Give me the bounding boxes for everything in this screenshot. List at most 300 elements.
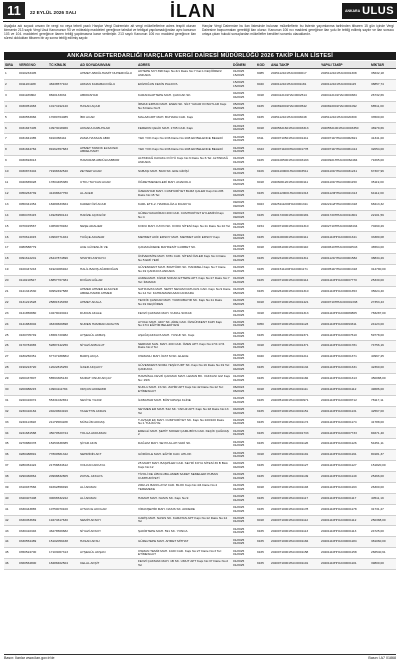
cell-vergi-no: 0330410346 — [18, 526, 48, 537]
cell-sira: 42 — [4, 515, 18, 526]
cell-yapili-takip: 20201110HHAC00001112 — [320, 384, 370, 395]
col-header-sira: SIRA — [4, 61, 18, 69]
cell-kod: 9106 — [256, 167, 270, 178]
cell-ana-takip: 20200710001HAC0000114 — [270, 275, 320, 286]
cell-donem: 01/2025 01/2025 — [232, 275, 256, 286]
cell-ana-takip: 20201120001HAC0001313 — [270, 188, 320, 199]
cell-miktar: 25330,00 — [370, 275, 396, 286]
page-header — [0, 0, 400, 22]
cell-sira: 30 — [4, 384, 18, 395]
cell-tc-kimlik: 16581720982 — [48, 330, 79, 341]
cell-ad-soyad: SEHRİDİN AKT — [79, 450, 137, 461]
cell-tc-kimlik: 58593305130 — [48, 373, 79, 384]
cell-yapili-takip: 20201110HHAC00001112 — [320, 515, 370, 526]
cell-adres: AKTEPE M.H 398 Kapı No:4/1 Daire No:7 Kat:1 KEÇİÖREN/ ANKARA — [137, 69, 232, 80]
cell-adres: FEREKIN ÇELİK MAH. 1795 CAD. Kapı — [137, 123, 232, 134]
cell-ana-takip: 2025112101HAC0003048 — [270, 112, 320, 123]
table-row — [4, 471, 396, 482]
cell-donem: 01/2025 01/2025 — [232, 537, 256, 548]
cell-yapili-takip: 20201110HHAC00001313 — [320, 373, 370, 384]
footer-right: Basın İ.A7 01868 — [368, 656, 396, 660]
cell-donem: 01/2025 01/2025 — [232, 504, 256, 515]
cell-adres: YEK YOK Kapı No:1/36 Daire No:10/8 ER BELENCE BELEDİ — [137, 145, 232, 156]
cell-kod: 9165 — [256, 254, 270, 265]
cell-vergi-no: 0220416072 — [18, 395, 48, 406]
cell-yapili-takip: 2025112101HAC0020309 — [320, 112, 370, 123]
cell-ana-takip: 20202610001HAC0001310 — [270, 286, 320, 297]
cell-ana-takip: 20200710001HAC0001158 — [270, 548, 320, 559]
cell-ad-soyad: ORÇUN AKDEMIR — [79, 384, 137, 395]
cell-tc-kimlik: 10279043024 — [48, 308, 79, 319]
cell-ad-soyad: HALİL BARIŞ AĞIRDOĞAN — [79, 265, 137, 276]
cell-ana-takip: 2025112101HAC0000017 — [270, 69, 320, 80]
cell-ad-soyad: AHMED AHMED ELSAYED ABDELHAMID AHMED — [79, 286, 137, 297]
cell-kod: 9018 — [256, 482, 270, 493]
cell-yapili-takip: 20201110HHAC00001117 — [320, 493, 370, 504]
cell-miktar: 24123,00 — [370, 319, 396, 330]
cell-adres: 2002-21 BAKKLAYIZ CAD. BLOK Kapı No:4/4 Daire No:4 TEREMEKE — [137, 482, 232, 493]
cell-miktar: 41788,00 — [370, 417, 396, 428]
cell-ana-takip: 20200610001HAC0000110 — [270, 243, 320, 254]
cell-vergi-no: 0230410184 — [18, 406, 48, 417]
cell-vergi-no: 0070015567 — [18, 221, 48, 232]
cell-donem: 01/2025 01/2025 — [232, 265, 256, 276]
cell-donem: 01/2025 01/2025 — [232, 319, 256, 330]
cell-kod: 9165 — [256, 232, 270, 243]
cell-yapili-takip: 20201110HHAC00001158 — [320, 548, 370, 559]
cell-kod: 3018 — [256, 450, 270, 461]
cell-yapili-takip: 20201110HHAC00001191 — [320, 450, 370, 461]
cell-vergi-no: 0141883002 — [18, 319, 48, 330]
cell-kod: 9165 — [256, 156, 270, 167]
cell-kod: 9165 — [256, 101, 270, 112]
cell-donem: 01/2025 01/2025 — [232, 156, 256, 167]
cell-donem: 04/2025 04/2025 — [232, 406, 256, 417]
newspaper-logo — [342, 3, 397, 19]
cell-miktar: 250388,00 — [370, 515, 396, 526]
cell-ana-takip: 20200710001HAC0001117 — [270, 493, 320, 504]
cell-ad-soyad: DOĞAN AĞLAR — [79, 275, 137, 286]
cell-ad-soyad: ŞİYAR AKIN — [79, 439, 137, 450]
cell-yapili-takip: 20201110HHAC00001127 — [320, 461, 370, 472]
col-header-tc-kimlik: TC KİMLİK — [48, 61, 79, 69]
cell-tc-kimlik: 55331032654 — [48, 395, 79, 406]
cell-ad-soyad: NİYAZİ AKBULUT — [79, 341, 137, 352]
cell-miktar: 35119,00 — [370, 177, 396, 188]
cell-sira: 24 — [4, 319, 18, 330]
cell-donem: 01/2025 06/2025 — [232, 297, 256, 308]
cell-adres: SUBAŞI MAH. 5020 SK. EFE GİRİŞİ — [137, 167, 232, 178]
col-header-yapili-takip: YAPILI TAKİP — [320, 61, 370, 69]
cell-sira: 44 — [4, 537, 18, 548]
cell-adres: FEVZİ ÇAKMAK MAH. 1B SK. UMUT APT Kapı No:37 Daire No:2 Tel — [137, 559, 232, 570]
cell-kod: 9040 — [256, 352, 270, 363]
cell-yapili-takip: 20200921HHAC00062484 — [320, 156, 370, 167]
cell-tc-kimlik: 21758834612 — [48, 461, 79, 472]
cell-ad-soyad: SEVİYE YILDIZ — [79, 395, 137, 406]
cell-ad-soyad: AYŞEGÜL AKBAŞ — [79, 330, 137, 341]
cell-vergi-no: 0190223720 — [18, 363, 48, 374]
cell-sira: 4 — [4, 101, 18, 112]
cell-miktar: 74756,16 — [370, 341, 396, 352]
cell-adres: CARİŞ MAH. NASIS SK. KARATAS APT Kapı No:12 Daire No:12 Tel — [137, 515, 232, 526]
table-row — [4, 90, 396, 101]
cell-vergi-no: 0200437807 — [18, 373, 48, 384]
cell-miktar: 70290,29 — [370, 221, 396, 232]
cell-sira: 34 — [4, 428, 18, 439]
cell-donem: 06/2023 06/2025 — [232, 384, 256, 395]
cell-miktar: 783287,00 — [370, 308, 396, 319]
cell-kod: 9165 — [256, 265, 270, 276]
cell-adres: OSMAN TEMİZ MAH. 1020 CAD. Kapı No:27 Daire No:3 Tel: ETİMESGUT — [137, 548, 232, 559]
cell-kod: 9165 — [256, 406, 270, 417]
cell-miktar: 25466,00 — [370, 471, 396, 482]
cell-donem: 01/2025 01/2025 — [232, 450, 256, 461]
cell-kod: 9165 — [256, 548, 270, 559]
col-header-adres: ADRES — [137, 61, 232, 69]
table-row — [4, 221, 396, 232]
col-header-ad-soyad: AD SOYAD/UNVAN — [79, 61, 137, 69]
cell-ana-takip: 20200610001HAC0002371 — [270, 330, 320, 341]
cell-ana-takip: 20200710001HAC0001211 — [270, 352, 320, 363]
cell-sira: 22 — [4, 297, 18, 308]
cell-ad-soyad: NUREN HAMMAD ARALTIN — [79, 319, 137, 330]
cell-adres: EKİZOĞUN FEKİN PALDIYA — [137, 79, 232, 90]
cell-tc-kimlik: 46278569682 — [48, 526, 79, 537]
cell-ad-soyad: TUĞÇE ADANAR — [79, 232, 137, 243]
cell-adres: GÜVENKENT MAH. BOZTÜRK SK. HANIMELİ Kapı No:7 Daire No:19 ÇANKAYA ANKARA — [137, 265, 232, 276]
table-row — [4, 210, 396, 221]
cell-ana-takip: 20200710001HAC0001733 — [270, 428, 320, 439]
cell-kod: 9165 — [256, 471, 270, 482]
cell-yapili-takip: 20201110HHAC00007733 — [320, 428, 370, 439]
cell-donem: 01/2025 01/2025 — [232, 330, 256, 341]
notice-table — [4, 61, 396, 570]
cell-adres: OSMANLI MAH. İRAT M.SK. ELECE — [137, 352, 232, 363]
table-row — [4, 515, 396, 526]
cell-adres: GÖRÜKLE MAH. EĞTİR CAD. AHLOK — [137, 450, 232, 461]
cell-miktar: 450088,00 — [370, 373, 396, 384]
cell-ana-takip: 20201005001HAC0003193 — [270, 156, 320, 167]
cell-ad-soyad: AHMET ABDÜLHAMİT NUHEROĞLU — [79, 69, 137, 80]
cell-ana-takip: 20201511100HAC0001171 — [270, 265, 320, 276]
cell-tc-kimlik: 46339609898 — [48, 319, 79, 330]
table-row — [4, 134, 396, 145]
cell-vergi-no: 0030553966 — [18, 112, 48, 123]
cell-tc-kimlik: 77800581342 — [48, 450, 79, 461]
cell-vergi-no: 0010233405 — [18, 69, 48, 80]
cell-vergi-no: 0031844784 — [18, 145, 48, 156]
cell-yapili-takip: 20201110HHAC00001184 — [320, 537, 370, 548]
cell-yapili-takip: 20201110HHAC00001353 — [320, 286, 370, 297]
cell-miktar: 64112,00 — [370, 188, 396, 199]
cell-vergi-no: 0160705749 — [18, 330, 48, 341]
cell-adres: SEYMEN ER MAH. 542 SK. YAKUZ APT. Kapı No:18 Daire No:13 Tel — [137, 406, 232, 417]
cell-ad-soyad: ALİ AKMAN — [79, 493, 137, 504]
cell-vergi-no: 0280454422 — [18, 461, 48, 472]
cell-sira: 25 — [4, 330, 18, 341]
cell-vergi-no: 0141856880 — [18, 308, 48, 319]
cell-vergi-no: 0100447243 — [18, 265, 48, 276]
cell-donem: 01/2023 03/2025 — [232, 177, 256, 188]
cell-sira: 36 — [4, 450, 18, 461]
issue-date: 22 EYLÜL 2026 SALI — [30, 10, 77, 15]
cell-donem: 01/2025 01/2025 — [232, 395, 256, 406]
cell-sira: 39 — [4, 482, 18, 493]
cell-yapili-takip: 20205521001HAC0003350 — [320, 123, 370, 134]
cell-vergi-no: 0280488891 — [18, 450, 48, 461]
cell-ana-takip: 20200710001HAC0001174 — [270, 417, 320, 428]
cell-donem: 01/2025 01/2025 — [232, 352, 256, 363]
cell-adres: NUFLU MAH. 1S SK. ZAHİR APT Kapı No:42 Daire No:12 Tel: ETİMESGUT — [137, 384, 232, 395]
cell-ana-takip: 20200710001HAC0001193 — [270, 482, 320, 493]
table-row — [4, 330, 396, 341]
cell-ana-takip: 20231000001HAC0000111 — [270, 232, 320, 243]
cell-kod: 3018 — [256, 341, 270, 352]
cell-adres: KORU MAH. KAYIN SK. KORU SİTESİ Kapı No:11 Daire No:10 Tel — [137, 221, 232, 232]
table-row — [4, 363, 396, 374]
table-row — [4, 156, 396, 167]
cell-adres: GÜVENKENT-SOMA YEŞİLYURT SK. Kapı No:19 Daire No:19 Tel: ÇANKAYA — [137, 363, 232, 374]
cell-tc-kimlik: 26447874896 — [48, 254, 79, 265]
cell-donem: 04/2025 04/2025 — [232, 363, 256, 374]
table-row — [4, 243, 396, 254]
cell-sira: 1 — [4, 69, 18, 80]
cell-vergi-no: 0330453669 — [18, 515, 48, 526]
cell-yapili-takip: 20201110HHAC00009712 — [320, 395, 370, 406]
cell-kod: 9165 — [256, 275, 270, 286]
cell-ad-soyad: CELAL AKŞİT — [79, 559, 137, 570]
cell-sira: 41 — [4, 504, 18, 515]
cell-kod: 9165 — [256, 493, 270, 504]
cell-tc-kimlik: 24020664916 — [48, 406, 79, 417]
cell-miktar: 27353,43 — [370, 297, 396, 308]
table-row — [4, 79, 396, 90]
cell-ad-soyad: ADNAN KARABACOĞLU — [79, 79, 137, 90]
cell-donem: 01/2025 15/2025 — [232, 69, 256, 80]
cell-yapili-takip: 20200711HHAC00062821 — [320, 134, 370, 145]
cell-sira: 40 — [4, 493, 18, 504]
cell-ana-takip: 20200510001HAC0000971 — [270, 395, 320, 406]
cell-donem: 15/2025 15/2025 — [232, 79, 256, 90]
cell-adres: MALAZGIRT MAH. BUHARA CAD. Kapı — [137, 112, 232, 123]
cell-ad-soyad: ZUHAL AKKAYA — [79, 471, 137, 482]
footer-left: Basın: İlanlar www.ilan.gov.tr'de — [4, 656, 55, 660]
cell-kod: 9165 — [256, 373, 270, 384]
cell-donem: 01/2025 01/2025 — [232, 308, 256, 319]
cell-adres: FEVZİ ÇAKMAK MAH. VURAL SOKAK — [137, 308, 232, 319]
cell-miktar: 42567,00 — [370, 406, 396, 417]
cell-sira: 18 — [4, 254, 18, 265]
cell-miktar: 38834,29 — [370, 254, 396, 265]
cell-kod: 3018 — [256, 308, 270, 319]
cell-yapili-takip: 20201121HHAC00001582 — [320, 254, 370, 265]
cell-kod: 9165 — [256, 504, 270, 515]
cell-adres: YEK YOK Kapı No:1/36 Daire No:10/8 ER BELENCE BELEDİ — [137, 134, 232, 145]
cell-ad-soyad: MÜSLÜM AKDAŞ — [79, 417, 137, 428]
cell-tc-kimlik: 6910458442 — [48, 134, 79, 145]
cell-sira: 21 — [4, 286, 18, 297]
cell-donem: 01/2025 01/2025 — [232, 482, 256, 493]
cell-ad-soyad: ACE GÜVENLİK VE — [79, 243, 137, 254]
cell-donem: 04/2025 04/2025 — [232, 461, 256, 472]
cell-ad-soyad: İLKER AKÇAOY — [79, 363, 137, 374]
cell-yapili-takip: 20201110HHAC00001174 — [320, 417, 370, 428]
table-row — [4, 145, 396, 156]
cell-vergi-no: 0350524700 — [18, 548, 48, 559]
cell-yapili-takip: 20201101HHAC00001150 — [320, 177, 370, 188]
cell-ad-soyad: AL ACER — [79, 188, 137, 199]
intro-right-column: Harçlar Vergi Dairemize bu ilan listesinde bulunan mükelleflerin bu listenin yayımlanma tarihinden itibaren 15 gün içinde Vergi Dairesine başvurmaları gerektiği ilan olunur. Kanunun 106 ncı maddesi gereğince ilan yolu ile tebliğ edilmiş sayılır ve ilan sonucu ortaya çıkan hukuki sonuçlardan mükellefler kendileri sorumlu olacaklardır. — [202, 24, 394, 36]
cell-miktar: 80181,37 — [370, 450, 396, 461]
cell-vergi-no: 0080588779 — [18, 243, 48, 254]
cell-kod: 9165 — [256, 439, 270, 450]
cell-kod: 9085 — [256, 69, 270, 80]
cell-adres: VİRANŞEHİR MAH. NASIS SK. AKDERE — [137, 504, 232, 515]
cell-yapili-takip: 20202710HHAC00048434 — [320, 221, 370, 232]
cell-adres: HAMSİSAL FEVZİ ÇAKMAK MAH. LEMAN BK. VAKKASI GIZ Kapı No: 29/6 — [137, 373, 232, 384]
cell-miktar: 38857,74 — [370, 79, 396, 90]
cell-sira: 8 — [4, 145, 18, 156]
cell-donem: 04/2025 04/2025 — [232, 90, 256, 101]
table-row — [4, 493, 396, 504]
cell-miktar: 22101,59 — [370, 210, 396, 221]
cell-sira: 7 — [4, 134, 18, 145]
cell-miktar: 381060,00 — [370, 537, 396, 548]
cell-sira: 27 — [4, 352, 18, 363]
cell-vergi-no: 0031841385 — [18, 134, 48, 145]
cell-kod: 9023 — [256, 199, 270, 210]
cell-tc-kimlik — [48, 243, 79, 254]
cell-tc-kimlik: 10904111784 — [48, 384, 79, 395]
table-row — [4, 504, 396, 515]
cell-vergi-no: 0290460864 — [18, 471, 48, 482]
cell-vergi-no: 0021189802 — [18, 90, 48, 101]
cell-sira: 26 — [4, 341, 18, 352]
cell-adres: ALTINDAĞ KAVAKLI KÖYÜ Kapı No:6 Daire No:6 Tel: ALTINDAĞ ANKARA — [137, 156, 232, 167]
cell-miktar: 266540,91 — [370, 548, 396, 559]
cell-ana-takip: 2020412101HAC0002514 — [270, 90, 320, 101]
cell-ana-takip: 2020692001HAC0000542 — [270, 101, 320, 112]
cell-vergi-no: 0330443865 — [18, 504, 48, 515]
cell-miktar: 35624,40 — [370, 286, 396, 297]
cell-miktar: 54451,11 — [370, 439, 396, 450]
cell-ana-takip: 20200711000HAC0001778 — [270, 145, 320, 156]
table-row — [4, 177, 396, 188]
cell-miktar: 32054,00 — [370, 145, 396, 156]
intro-left-column: Aşağıda adı soyadı unvanı ile vergi no veya tebeti yazılı Harçlar Vergi Dairemizin ait vergi mükelleflerine adres tespiti olunan kimsenin 213 sayılı Vergi Usul Kanununun 93 ve müteakip maddeleri gereğince tahsilat ve tebligat yapılamadığından aynı kanunun 103 ve 104. maddeleri gereğince ilanen tebliğ yapılmasına karar verilmiştir. 213 sayılı Kanunun 106 ncı maddesi gereğince ilan süresi dolduktan itibaren bir ay sonra tebliğ edilmiş sayılır. — [4, 24, 196, 40]
table-row — [4, 559, 396, 570]
cell-ad-soyad: BARIŞ AKÇA — [79, 352, 137, 363]
cell-donem: 01/2025 01/2025 — [232, 515, 256, 526]
cell-ana-takip: 20201100001HAC0003511 — [270, 167, 320, 178]
cell-ana-takip: 2020112101HAC0001181 — [270, 79, 320, 90]
cell-ana-takip: 20225111200HAC0001311 — [270, 199, 320, 210]
cell-miktar: 49686,00 — [370, 384, 396, 395]
table-row — [4, 352, 396, 363]
cell-donem: 05/2025 05/2025 — [232, 101, 256, 112]
cell-miktar: 26732,66 — [370, 90, 396, 101]
cell-yapili-takip: 20201110HHAC00001178 — [320, 504, 370, 515]
table-row — [4, 254, 396, 265]
cell-miktar: 59778,00 — [370, 330, 396, 341]
cell-sira: 38 — [4, 471, 18, 482]
cell-vergi-no: 0091612201 — [18, 254, 48, 265]
cell-miktar: 33380,08 — [370, 232, 396, 243]
cell-kod: 9165 — [256, 112, 270, 123]
cell-ad-soyad: UTKU TAYCAN ACAR — [79, 177, 137, 188]
cell-ana-takip: 20200710001HAC0001182 — [270, 373, 320, 384]
cell-vergi-no: 0320407408 — [18, 493, 48, 504]
cell-donem: 01/2025 01/2025 — [232, 417, 256, 428]
cell-ad-soyad: AHMET AKALA — [79, 297, 137, 308]
table-row — [4, 439, 396, 450]
cell-sira: 43 — [4, 526, 18, 537]
cell-donem: 01/2025 01/2025 — [232, 134, 256, 145]
cell-adres: KARANGAPTEPE MAH. ÇAKCAK SK. — [137, 90, 232, 101]
cell-miktar: 24725,00 — [370, 526, 396, 537]
page-number: 11 — [3, 2, 25, 19]
cell-miktar: 71665,00 — [370, 156, 396, 167]
cell-ad-soyad: MURAT ONUR AKÇAY — [79, 373, 137, 384]
cell-adres: AYVALI MAH. 4407 SK. AİDE CAD. ÖZGÜNKENT KAPI Kapı No:17/4 EĞİTİM BELEDİYESİ — [137, 319, 232, 330]
cell-ad-soyad: TAGETTIN AKDAS — [79, 406, 137, 417]
cell-donem: 01/2025 01/2025 — [232, 341, 256, 352]
table-row — [4, 123, 396, 134]
cell-adres: ÖĞRETMENEVLERİ MAH. ANADOLU — [137, 177, 232, 188]
cell-vergi-no: 0360564800 — [18, 559, 48, 570]
cell-sira: 19 — [4, 265, 18, 276]
table-row — [4, 275, 396, 286]
cell-adres: HAMAH MAH. NASIS SK. Kapı No:9 — [137, 493, 232, 504]
cell-yapili-takip: 20201110HHAC00001331 — [320, 363, 370, 374]
cell-sira: 2 — [4, 79, 18, 90]
cell-yapili-takip: 20200610HHAC00002543 — [320, 243, 370, 254]
cell-vergi-no: 0050341354 — [18, 199, 48, 210]
cell-adres: T-AVŞAR EK MAH. CUMHURİYET SK. Kapı No:100/100 Daire No:1 TÜLİKÜYE — [137, 417, 232, 428]
cell-kod: 9165 — [256, 286, 270, 297]
cell-tc-kimlik: 25881515458 — [48, 297, 79, 308]
cell-tc-kimlik: 20998832805 — [48, 471, 79, 482]
cell-tc-kimlik: 10750070100 — [48, 504, 79, 515]
table-row — [4, 265, 396, 276]
cell-ad-soyad: ALİ AKMAN — [79, 482, 137, 493]
cell-yapili-takip: 20201110HHAC00001193 — [320, 482, 370, 493]
cell-vergi-no: 0131221528 — [18, 297, 48, 308]
cell-vergi-no: 0050263739 — [18, 188, 48, 199]
cell-donem: 01/2024 04/2025 — [232, 232, 256, 243]
cell-vergi-no: 0121341530 — [18, 286, 48, 297]
cell-sira: 12 — [4, 188, 18, 199]
cell-yapili-takip: 20201110HHAC00001101 — [320, 559, 370, 570]
table-row — [4, 101, 396, 112]
cell-adres: SERDAR SAN. MAH. 400 CAD. ÖZEN APT. Kapı No:17/4 17/4 Daire No:2 Tel — [137, 341, 232, 352]
cell-vergi-no: 0170784965 — [18, 341, 48, 352]
cell-tc-kimlik: 48438577102 — [48, 79, 79, 90]
cell-donem: 01/2025 01/2025 — [232, 145, 256, 156]
cell-miktar: 78117,11 — [370, 395, 396, 406]
cell-tc-kimlik: 41298627750 — [48, 188, 79, 199]
table-row — [4, 450, 396, 461]
cell-kod: 9165 — [256, 363, 270, 374]
cell-ad-soyad: AYŞEGÜL AKŞAN — [79, 548, 137, 559]
logo-text: ULUS — [362, 5, 395, 17]
cell-vergi-no: 0180250351 — [18, 352, 48, 363]
cell-adres: GÜZELYAKAKİRAN 400 CAD. CUMHURİYET EYLEMİNİ Kapı No:4 — [137, 210, 232, 221]
cell-tc-kimlik: 15253638385 — [48, 439, 79, 450]
cell-sira: 3 — [4, 90, 18, 101]
cell-tc-kimlik — [48, 69, 79, 80]
